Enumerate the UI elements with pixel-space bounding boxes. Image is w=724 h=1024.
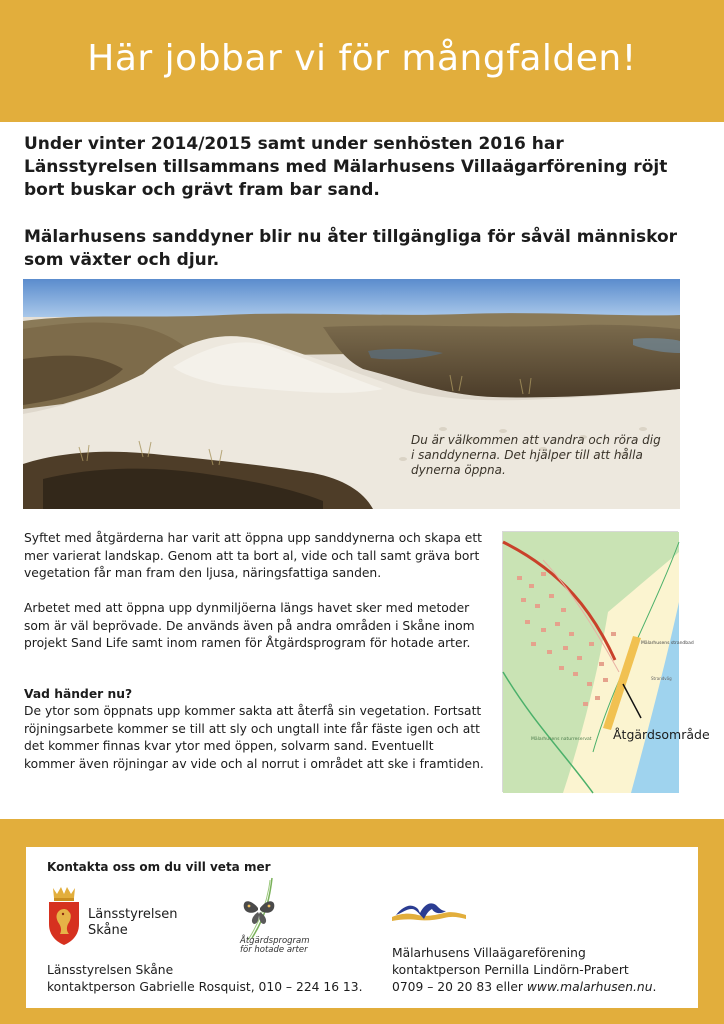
lead-paragraph-2: Mälarhusens sanddyner blir nu åter tillgängliga för såväl människor som växter och djur.	[24, 227, 678, 270]
photo-caption: Du är välkommen att vandra och röra dig i sanddynerna. Det hjälper till att hålla dynerna öppna.	[411, 433, 661, 477]
atgardsprogram-line2: för hotade arter	[240, 945, 308, 955]
lansstyrelsen-logo-line2: Skåne	[88, 923, 128, 938]
header-banner	[0, 0, 724, 122]
malarhusen-logo	[392, 899, 466, 923]
villa-web-suffix: .	[652, 980, 657, 994]
lead-paragraph-1: Under vinter 2014/2015 samt under senhösten 2016 har Länsstyrelsen tillsammans med Mälarhusens Villaägarförening röjt bort buskar och grävt fram bar sand.	[24, 134, 668, 200]
page-title: Här jobbar vi för mångfalden!	[87, 38, 637, 79]
body-paragraph-2: Arbetet med att öppna upp dynmiljöerna längs havet sker med metoder som är väl beprövade. De används även på andra områden i Skåne inom projekt Sand Life samt inom ramen för Åtgärdsprogram för hotade arter.	[24, 601, 475, 650]
body-paragraph-1: Syftet med åtgärderna har varit att öppna upp sanddynerna och skapa ett mer varierat landskap. Genom att ta bort al, vide och tall samt gräva bort vegetation får man fram den ljusa, näringsfattiga sanden.	[24, 531, 482, 580]
map-label-north: Mälarhusens strandbad	[641, 641, 694, 646]
map-label-small: Strandväg	[651, 676, 672, 681]
atgardsprogram-logo-text	[240, 937, 310, 955]
lansstyrelsen-logo-text	[88, 907, 177, 939]
body-paragraph-3: De ytor som öppnats upp kommer sakta att återfå sin vegetation. Fortsatt röjningsarbete kommer se till att sly och ungtall inte får fäste igen och att det kommer finnas kvar ytor med öppen, solvarm sand. Eventuellt kommer även röjningar av vide och al norrut i området att ske i framtiden.	[24, 704, 484, 771]
lansstyrelsen-logo-line1: Länsstyrelsen	[88, 907, 178, 922]
contact-heading: Kontakta oss om du vill veta mer	[47, 860, 271, 874]
lansstyrelsen-contact	[47, 962, 363, 996]
villa-org: Mälarhusens Villaägareförening	[392, 946, 586, 960]
villa-website-link[interactable]: www.malarhusen.nu	[526, 980, 653, 994]
map-label-reserve: Mälarhusens naturreservat	[531, 737, 592, 742]
villa-contact-person: kontaktperson Pernilla Lindörn-Prabert	[392, 963, 629, 977]
atgardsprogram-line1: Åtgärdsprogram	[240, 936, 310, 946]
villa-phone: 0709 – 20 20 83 eller	[392, 980, 527, 994]
lansstyrelsen-contact-person: kontaktperson Gabrielle Rosquist, 010 – 224 16 13.	[47, 980, 363, 994]
map-area-label: Åtgärdsområde	[613, 727, 710, 742]
section-heading: Vad händer nu?	[24, 687, 133, 701]
lansstyrelsen-org: Länsstyrelsen Skåne	[47, 963, 174, 977]
lansstyrelsen-logo	[47, 884, 81, 946]
villa-contact	[392, 945, 656, 996]
area-map	[502, 531, 694, 792]
